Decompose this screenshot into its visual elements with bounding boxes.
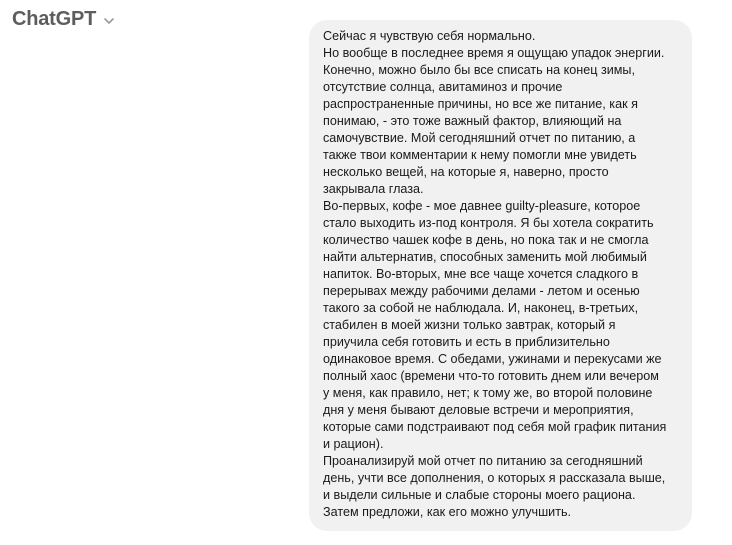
app-title: ChatGPT [12, 8, 97, 30]
chevron-down-icon [102, 14, 116, 28]
model-switcher[interactable] [12, 8, 116, 31]
user-message-text: Сейчас я чувствую себя нормально. Но вообще в последнее время я ощущаю упадок энергии. Конечно, можно было бы все списать на конец зимы, отсутствие солнца, авитаминоз и прочие распространенные причины, но все же питание, как я понимаю, - это тоже важный фактор, влияющий на самочувствие. Мой сегодняшний отчет по питанию, а также твои комментарии к нему помогли мне увидеть несколько вещей, на которые я, наверно, просто закрывала глаза. Во-первых, кофе - мое давнее guilty-pleasure, которое стало выходить из-под контроля. Я бы хотела сократить количество чашек кофе в день, но пока так и не смогла найти альтернатив, способных заменить мой любимый напиток. Во-вторых, мне все чаще хочется сладкого в перерывах между рабочими делами - летом и осенью такого за собой не наблюдала. И, наконец, в-третьих, стабилен в моей жизни только завтрак, который я приучила себя готовить и есть в приблизительно одинаковое время. С обедами, ужинами и перекусами же полный хаос (времени что-то готовить днем или вечером у меня, как правило, нет; к тому же, во второй половине дня у меня бывают деловые встречи и мероприятия, которые сами подстраивают под себя мой график питания и рацион). Проанализируй мой отчет по питанию за сегодняшний день, учти все дополнения, о которых я рассказала выше, и выдели сильные и слабые стороны моего рациона. Затем предложи, как его можно улучшить. [323, 29, 667, 519]
user-message-bubble [309, 20, 692, 531]
